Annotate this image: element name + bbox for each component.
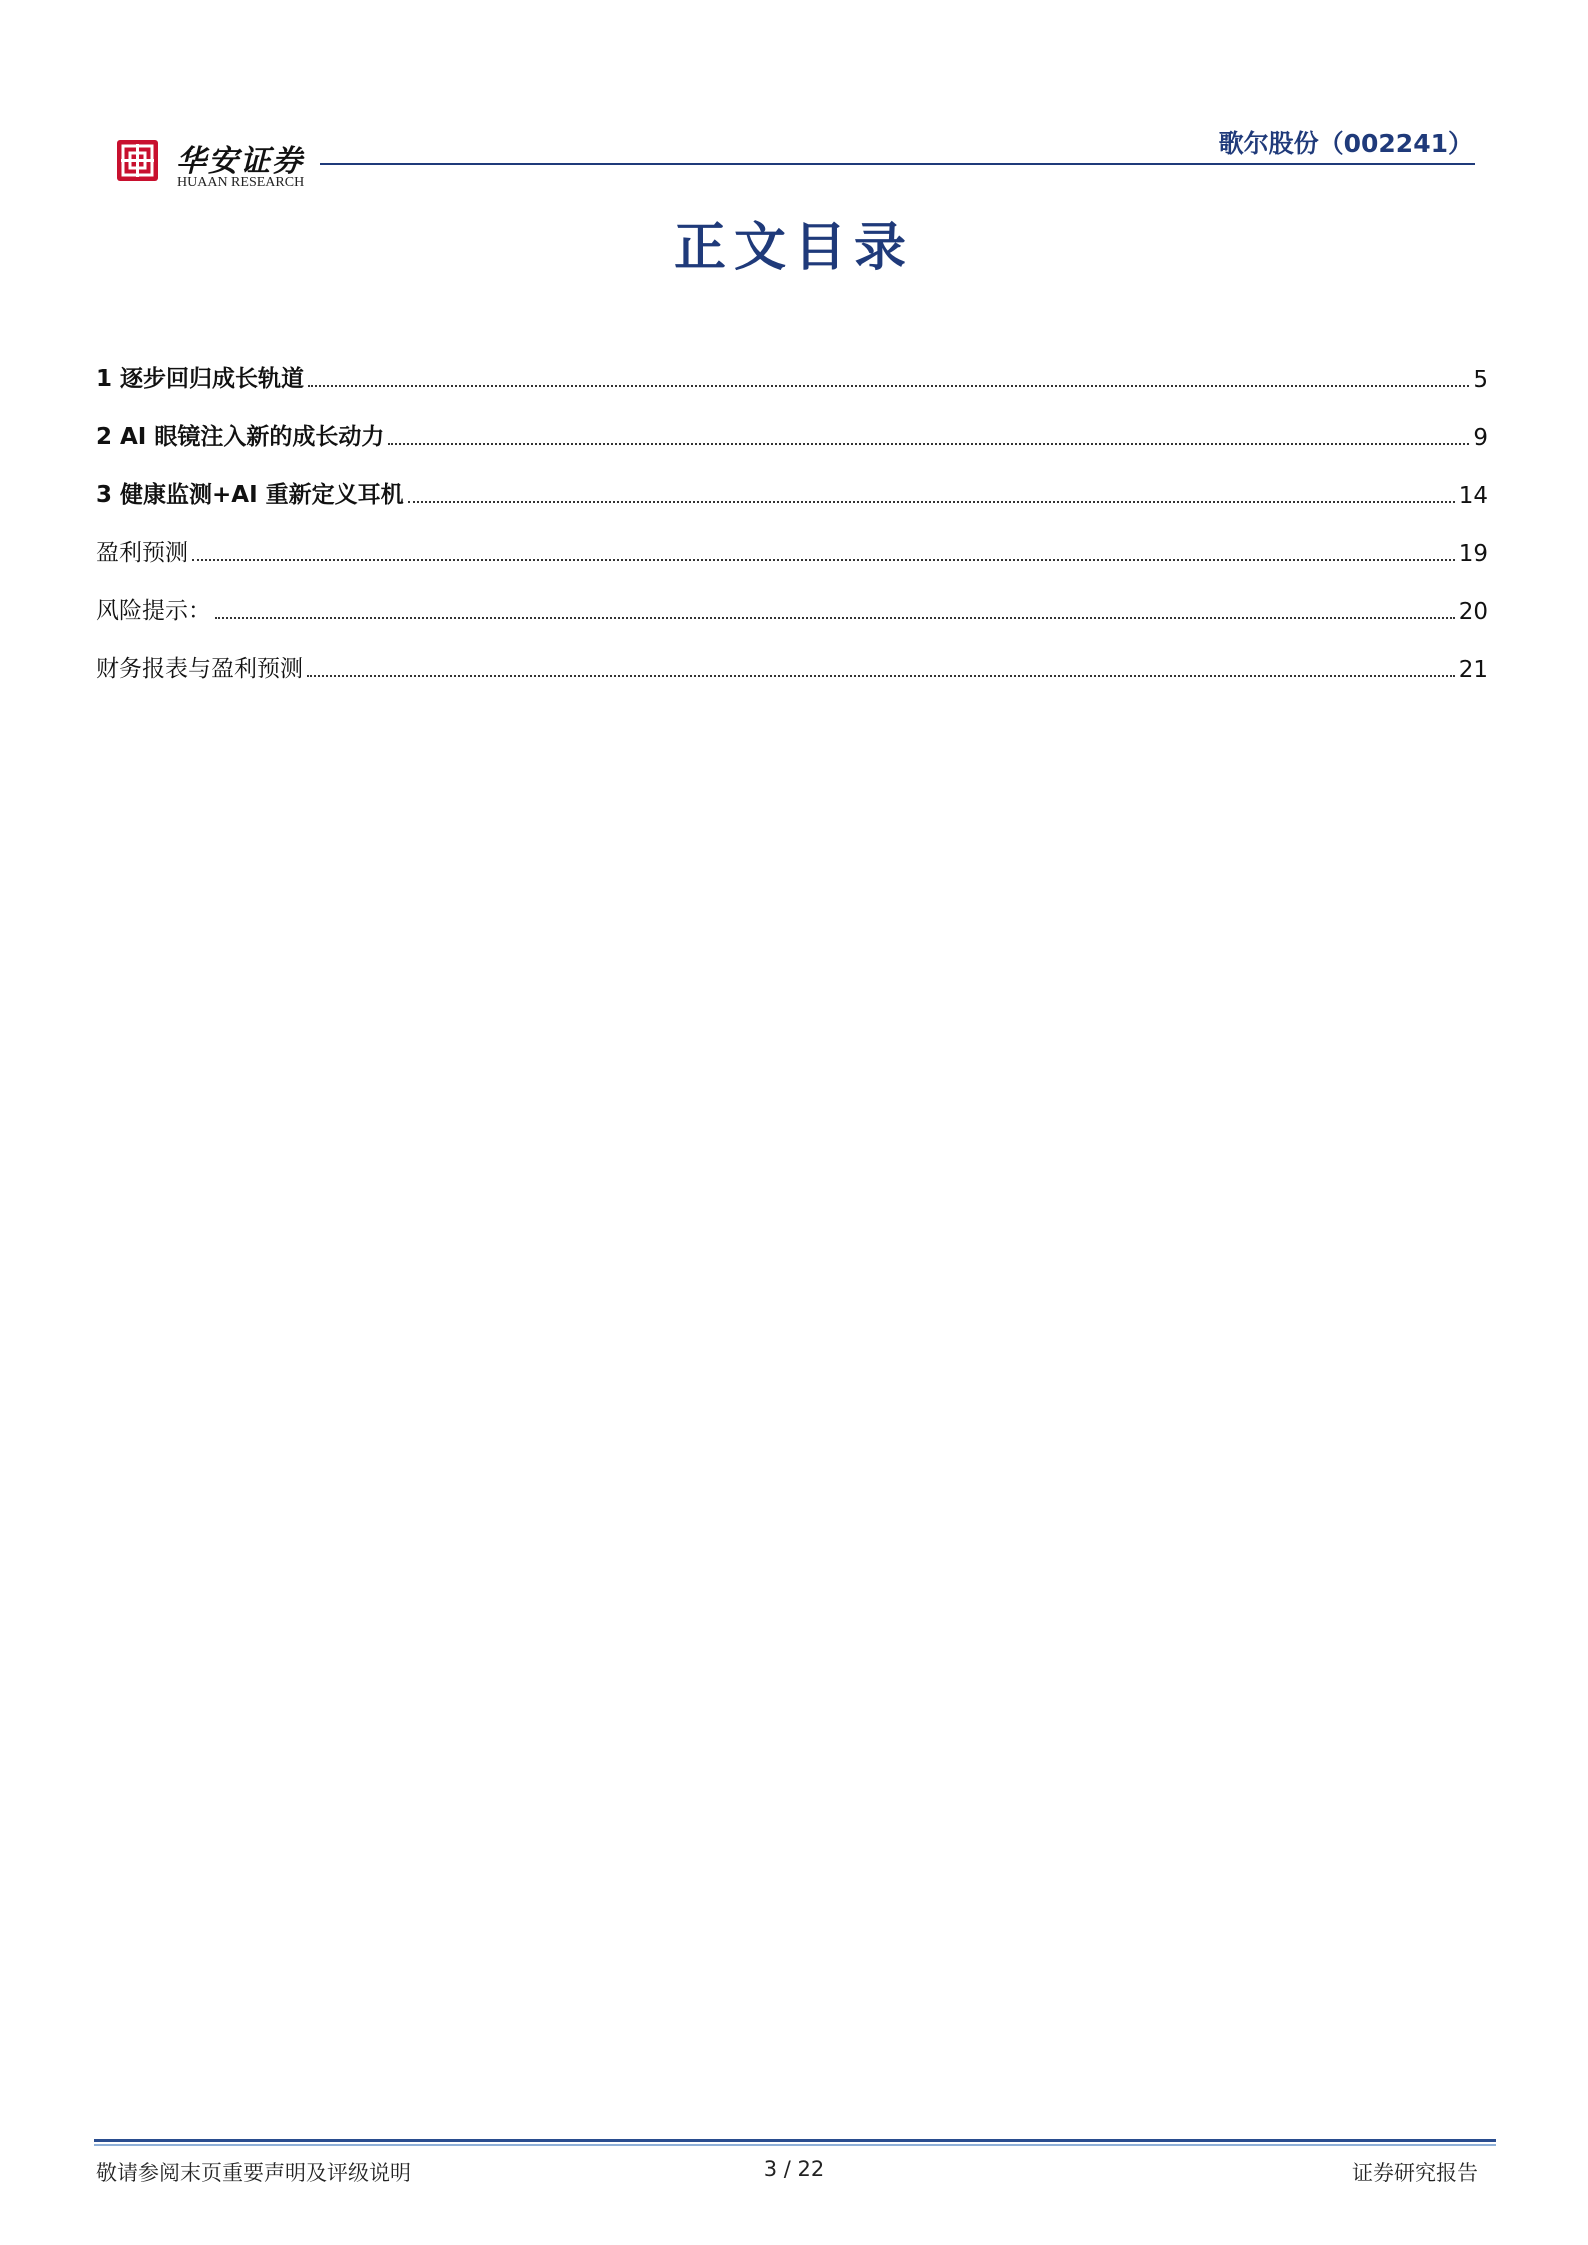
header-divider [320, 163, 1475, 165]
report-type: 证券研究报告 [1352, 2161, 1478, 2185]
toc-entry-label: 盈利预测 [96, 540, 188, 566]
toc-entry[interactable] [96, 509, 1488, 567]
toc-entry[interactable] [96, 451, 1488, 509]
toc-leader-dots [307, 675, 1455, 677]
toc-entry-page: 21 [1458, 657, 1488, 683]
toc-leader-dots [308, 385, 1469, 387]
footer-disclaimer: 敬请参阅末页重要声明及评级说明 [96, 2161, 411, 2185]
toc-leader-dots [192, 559, 1455, 561]
company-logo-icon [117, 140, 158, 181]
footer-divider [94, 2139, 1496, 2142]
toc-entry[interactable] [96, 335, 1488, 393]
brand-name-cn: 华安证券 [176, 144, 304, 179]
toc-entry-page: 14 [1458, 483, 1488, 509]
toc-entry-label: 1 逐步回归成长轨道 [96, 366, 305, 392]
footer-divider-accent [94, 2144, 1496, 2146]
toc-entry-label: 2 AI 眼镜注入新的成长动力 [96, 424, 385, 450]
toc-entry-page: 9 [1473, 425, 1488, 451]
page-title: 正文目录 [673, 217, 914, 278]
toc-entry[interactable] [96, 625, 1488, 683]
toc-entry[interactable] [96, 393, 1488, 451]
toc-entry-label: 风险提示： [96, 598, 211, 624]
toc-entry-label: 3 健康监测+AI 重新定义耳机 [96, 482, 404, 508]
toc-entry-page: 5 [1473, 367, 1488, 393]
stock-name: 歌尔股份（002241） [1218, 129, 1473, 158]
toc-entry-page: 19 [1458, 541, 1488, 567]
brand-name-en: HUAAN RESEARCH [177, 175, 305, 190]
page-indicator: 3 / 22 [763, 2157, 825, 2181]
toc-entry-label: 财务报表与盈利预测 [96, 656, 303, 682]
toc-entry[interactable] [96, 567, 1488, 625]
toc-leader-dots [408, 501, 1455, 503]
toc-leader-dots [215, 617, 1455, 619]
toc-leader-dots [388, 443, 1469, 445]
table-of-contents [96, 335, 1488, 683]
toc-entry-page: 20 [1458, 599, 1488, 625]
